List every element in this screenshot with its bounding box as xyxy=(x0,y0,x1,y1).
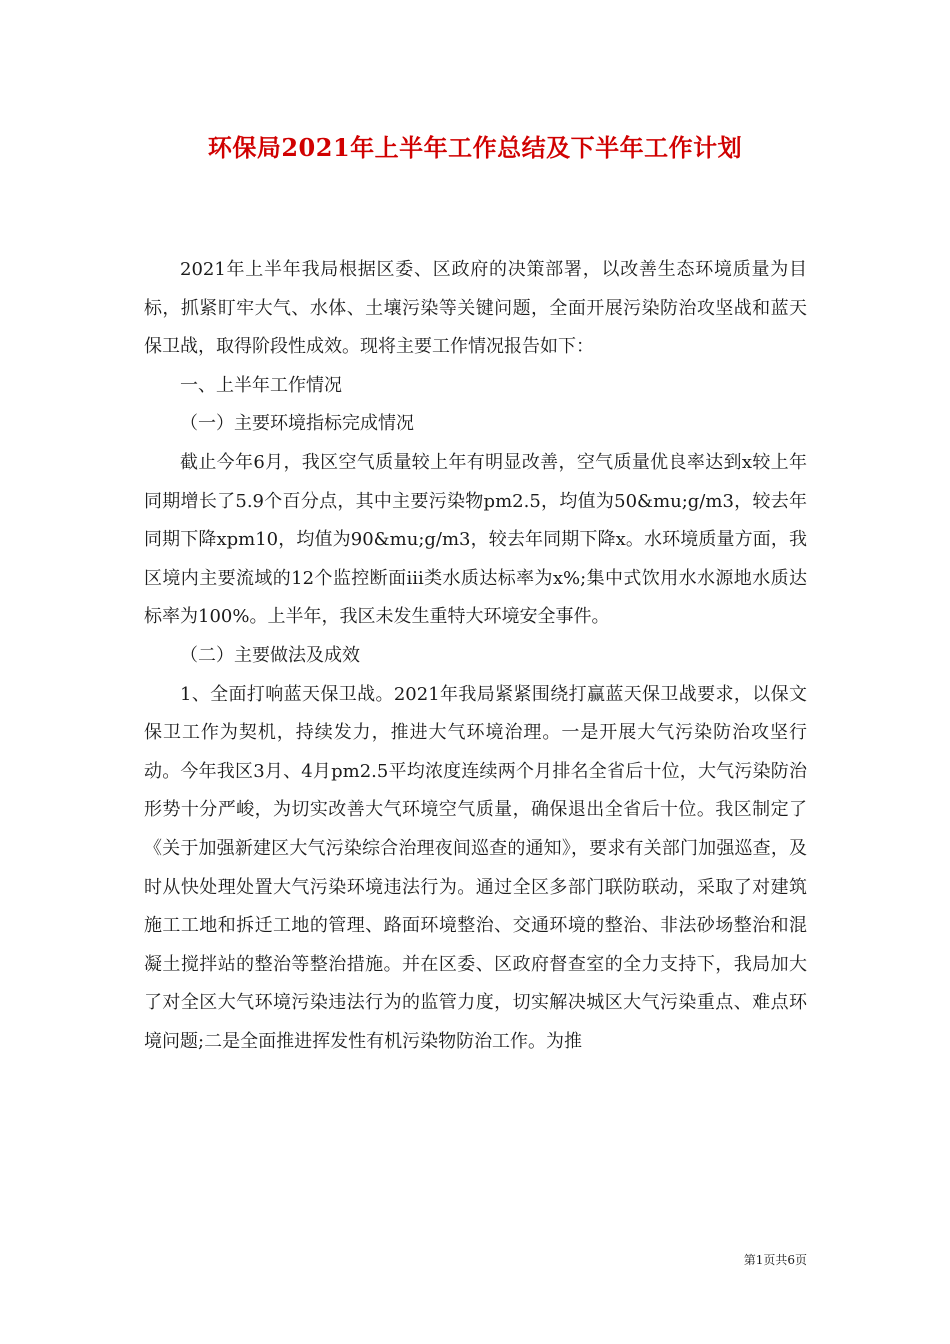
page-number: 第1页共6页 xyxy=(743,1253,807,1267)
document-title: 环保局2021年上半年工作总结及下半年工作计划 xyxy=(207,133,743,162)
paragraph-blue-sky: 1、全面打响蓝天保卫战。2021年我局紧紧围绕打赢蓝天保卫战要求，以保文保卫工作为契机，持续发力，推进大气环境治理。一是开展大气污染防治攻坚行动。今年我区3月、4月pm2.5平均浓度连续两个月排名全省后十位，大气污染防治形势十分严峻，为切实改善大气环境空气质量，确保退出全省后十位。我区制定了《关于加强新建区大气污染综合治理夜间巡查的通知》，要求有关部门加强巡查，及时从快处理处置大气污染环境违法行为。通过全区多部门联防联动，采取了对建筑施工工地和拆迁工地的管理、路面环境整治、交通环境的整治、非法砂场整治和混凝土搅拌站的整治等整治措施。并在区委、区政府督查室的全力支持下，我局加大了对全区大气环境污染违法行为的监管力度，切实解决城区大气污染重点、难点环境问题;二是全面推进挥发性有机污染物防治工作。为推 xyxy=(144,683,807,1052)
subsection-heading-2: （二）主要做法及成效 xyxy=(180,644,360,666)
section-heading-1: 一、上半年工作情况 xyxy=(180,374,342,396)
paragraph-indicators: 截止今年6月，我区空气质量较上年有明显改善，空气质量优良率达到x较上年同期增长了5.9个百分点，其中主要污染物pm2.5，均值为50&mu;g/m3，较去年同期下降xpm10，均值为90&mu;g/m3，较去年同期下降x。水环境质量方面，我区境内主要流域的12个监控断面iii类水质达标率为x%;集中式饮用水水源地水质达标率为100%。上半年，我区未发生重特大环境安全事件。 xyxy=(144,451,807,628)
page-footer xyxy=(0,1252,807,1268)
subsection-heading-1: （一）主要环境指标完成情况 xyxy=(180,413,414,435)
document-body xyxy=(144,251,807,1061)
paragraph-intro: 2021年上半年我局根据区委、区政府的决策部署，以改善生态环境质量为目标，抓紧盯牢大气、水体、土壤污染等关键问题，全面开展污染防治攻坚战和蓝天保卫战，取得阶段性成效。现将主要工作情况报告如下： xyxy=(144,259,807,358)
